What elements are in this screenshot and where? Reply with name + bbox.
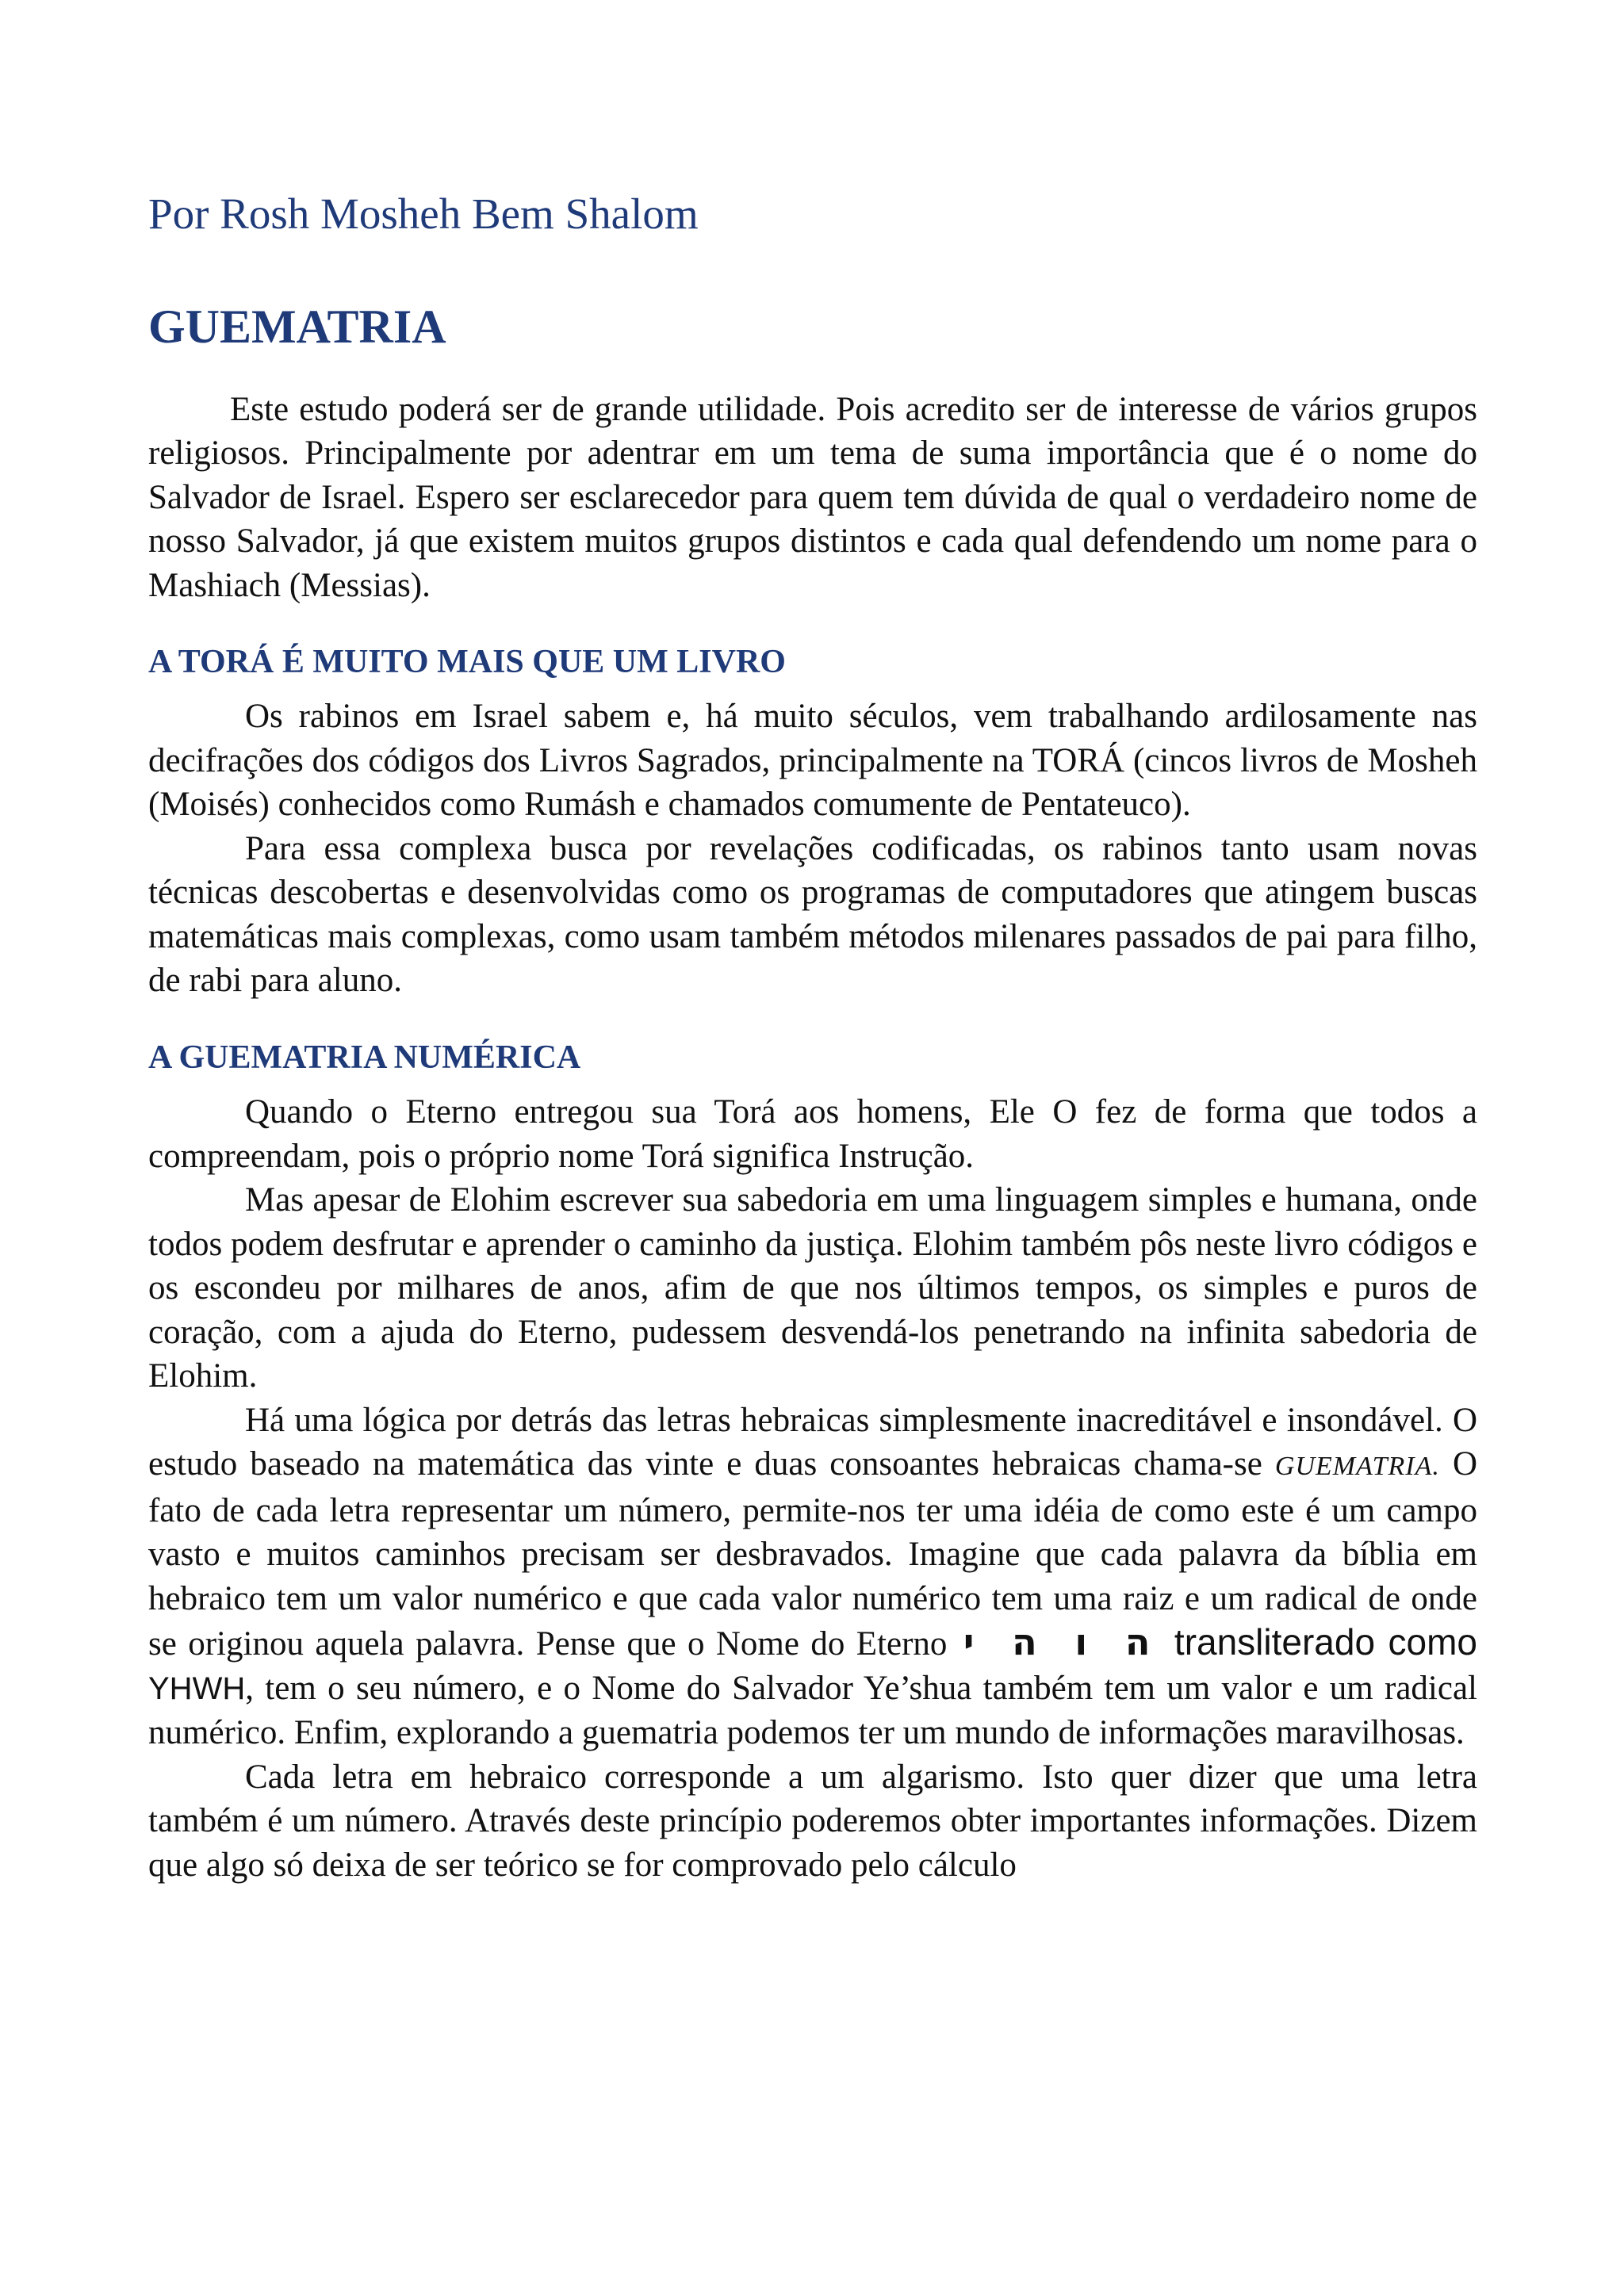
yhwh-text: YHWH: [148, 1670, 246, 1706]
logica-text-3: , tem o seu número, e o Nome do Salvador Ye’shua também tem um valor e um radical numérico. Enfim, explorando a guematria podemos ter um mundo de informações maravilhosas.: [148, 1669, 1477, 1752]
hebrew-name-yhwh: ה ו ה י: [963, 1621, 1162, 1664]
paragraph-elohim: Mas apesar de Elohim escrever sua sabedoria em uma linguagem simples e humana, onde todos podem desfrutar e aprender o caminho da justiça. Elohim também pôs neste livro códigos e os escondeu por milhares de anos, afim de que nos últimos tempos, os simples e puros de coração, com a ajuda do Eterno, pudessem desvendá-los penetrando na infinita sabedoria de Elohim.: [148, 1181, 1477, 1395]
document-title: GUEMATRIA: [148, 300, 446, 353]
document-page: [148, 190, 1477, 1887]
guematria-term: GUEMATRIA.: [1274, 1452, 1440, 1482]
transliteration-label: transliterado como: [1161, 1621, 1477, 1663]
logica-text-1: Há uma lógica por detrás das letras hebraicas simplesmente inacreditável e insondável. O estudo baseado na matemática das vinte e duas consoantes hebraicas chama-se: [148, 1401, 1477, 1483]
author-line: Por Rosh Mosheh Bem Shalom: [148, 189, 699, 238]
paragraph-letra-numero: Cada letra em hebraico corresponde a um algarismo. Isto quer dizer que uma letra também é um número. Através deste princípio poderemos obter importantes informações. Dizem que algo só deixa de ser teórico se for comprovado pelo cálculo: [148, 1758, 1477, 1884]
section-heading-tora: A TORÁ É MUITO MAIS QUE UM LIVRO: [148, 644, 786, 680]
paragraph-logica: [148, 1399, 1477, 1755]
logica-text-2: O fato de cada letra representar um número, permite-nos ter uma idéia de como este é um campo vasto e muitos caminhos precisam ser desbravados. Imagine que cada palavra da bíblia em hebraico tem um valor numérico e que cada valor numérico tem uma raiz e um radical de onde se originou aquela palavra. Pense que o Nome do Eterno: [148, 1445, 1478, 1663]
paragraph-busca: Para essa complexa busca por revelações codificadas, os rabinos tanto usam novas técnicas descobertas e desenvolvidas como os programas de computadores que atingem buscas matemáticas mais complexas, como usam também métodos milenares passados de pai para filho, de rabi para aluno.: [148, 829, 1477, 1000]
paragraph-eterno: Quando o Eterno entregou sua Torá aos homens, Ele O fez de forma que todos a compreendam, pois o próprio nome Torá significa Instrução.: [148, 1093, 1477, 1175]
section-heading-guematria-numerica: A GUEMATRIA NUMÉRICA: [148, 1039, 581, 1076]
paragraph-rabinos: Os rabinos em Israel sabem e, há muito séculos, vem trabalhando ardilosamente nas decifrações dos códigos dos Livros Sagrados, principalmente na TORÁ (cincos livros de Mosheh (Moisés) conhecidos como Rumásh e chamados comumente de Pentateuco).: [148, 698, 1477, 824]
intro-paragraph: Este estudo poderá ser de grande utilidade. Pois acredito ser de interesse de vários grupos religiosos. Principalmente por adentrar em um tema de suma importância que é o nome do Salvador de Israel. Espero ser esclarecedor para quem tem dúvida de qual o verdadeiro nome de nosso Salvador, já que existem muitos grupos distintos e cada qual defendendo um nome para o Mashiach (Messias).: [148, 390, 1477, 604]
